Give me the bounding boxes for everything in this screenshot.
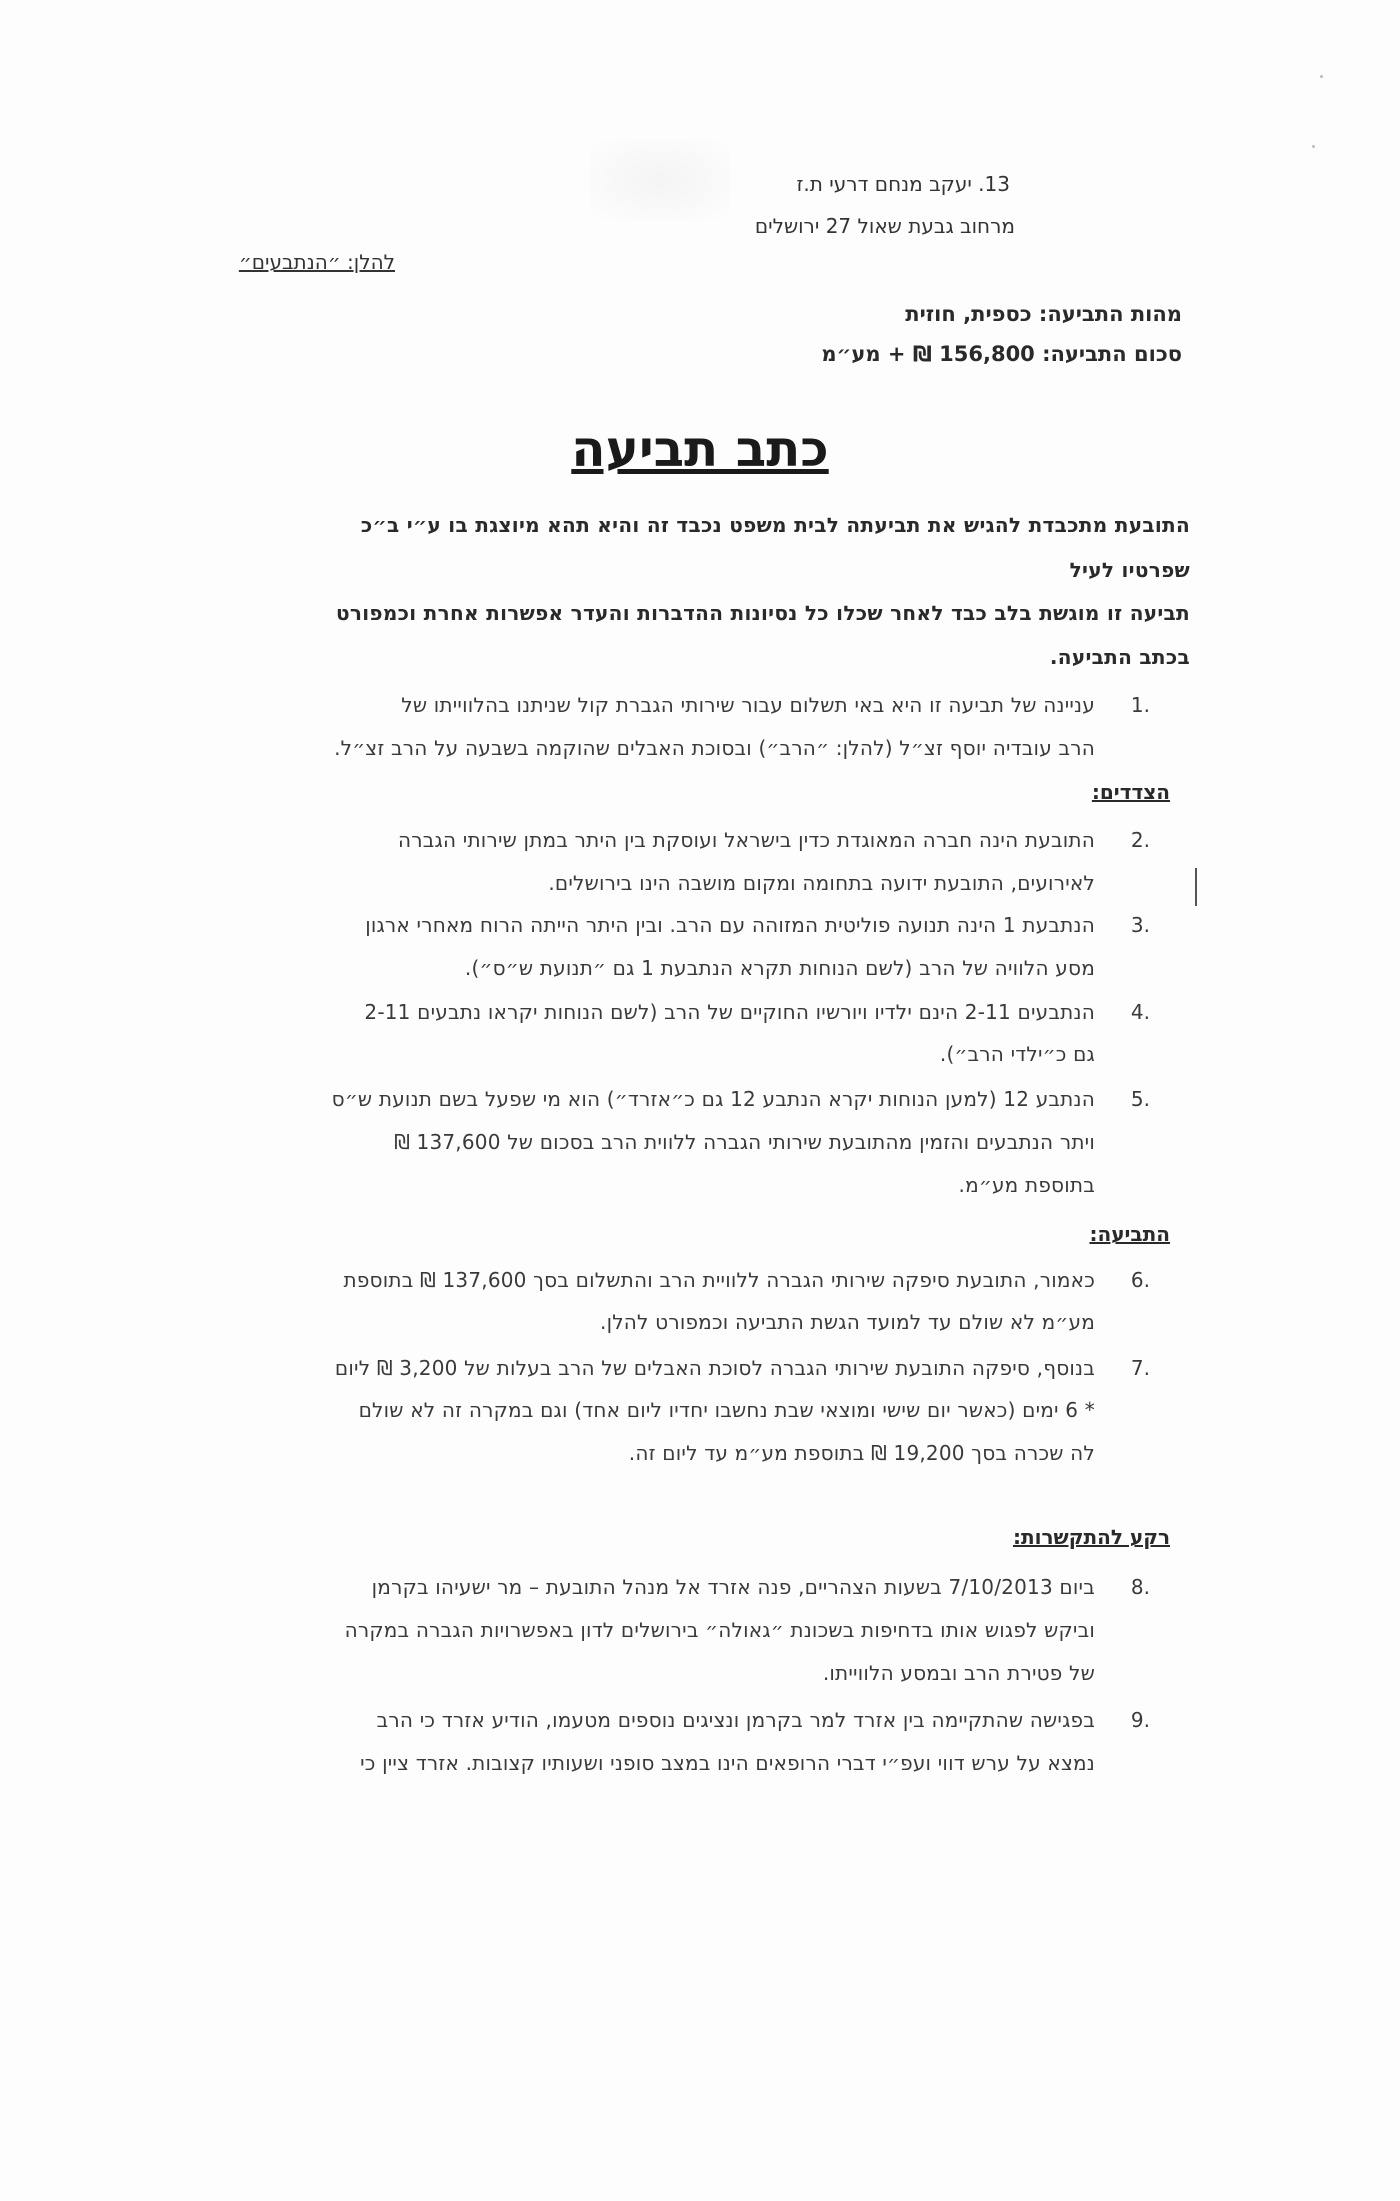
paragraph-line: וביקש לפגוש אותו בדחיפות בשכונת ״גאולה״ בירושלים לדון באפשרויות הגברה במקרה [344, 1618, 1095, 1642]
paragraph-number: 7. [1130, 1356, 1150, 1380]
intro-line: שפרטיו לעיל [1069, 558, 1190, 582]
paragraph-line: גם כ״ילדי הרב״). [939, 1042, 1095, 1066]
claim-amount: סכום התביעה: 156,800 ₪ + מע״מ [821, 342, 1182, 366]
paragraph-number: 4. [1130, 1000, 1150, 1024]
paragraph-number: 9. [1130, 1708, 1150, 1732]
paragraph-number: 8. [1130, 1575, 1150, 1599]
paragraph-line: של פטירת הרב ובמסע הלווייתו. [822, 1661, 1095, 1685]
paragraph-line: התובעת הינה חברה המאוגדת כדין בישראל ועוסקת בין היתר במתן שירותי הגברה [398, 828, 1095, 852]
paragraph-line: ויתר הנתבעים והזמין מהתובעת שירותי הגברה ללווית הרב בסכום של 137,600 ₪ [394, 1130, 1095, 1154]
paragraph-line: בנוסף, סיפקה התובעת שירותי הגברה לסוכת האבלים של הרב בעלות של 3,200 ₪ ליום [334, 1356, 1095, 1380]
paragraph-line: בתוספת מע״מ. [958, 1173, 1095, 1197]
paragraph-line: * 6 ימים (כאשר יום שישי ומוצאי שבת נחשבו יחדיו ליום אחד) וגם במקרה זה לא שולם [358, 1398, 1095, 1422]
scan-smudge [590, 140, 730, 220]
paragraph-number: 3. [1130, 913, 1150, 937]
paragraph-line: נמצא על ערש דווי ועפ״י דברי הרופאים הינו במצב סופני ושעותיו קצובות. אזרד ציין כי [360, 1751, 1095, 1775]
paragraph-line: כאמור, התובעת סיפקה שירותי הגברה ללוויית הרב והתשלום בסך 137,600 ₪ בתוספת [343, 1268, 1095, 1292]
paragraph-line: ביום 7/10/2013 בשעות הצהריים, פנה אזרד אל מנהל התובעת – מר ישעיהו בקרמן [371, 1575, 1095, 1599]
hereinafter-label: להלן: ״הנתבעים״ [238, 250, 395, 274]
intro-line: התובעת מתכבדת להגיש את תביעתה לבית משפט נכבד זה והיא תהא מיוצגת בו ע״י ב״כ [360, 513, 1190, 537]
scan-speck [1320, 75, 1323, 78]
paragraph-number: 1. [1130, 693, 1150, 717]
section-heading-claim: התביעה: [1089, 1222, 1170, 1246]
document-title: כתב תביעה [571, 420, 829, 478]
margin-mark [1195, 868, 1197, 906]
paragraph-line: הנתבעים 2-11 הינם ילדיו ויורשיו החוקיים של הרב (לשם הנוחות יקראו נתבעים 2-11 [364, 1000, 1095, 1024]
paragraph-line: לאירועים, התובעת ידועה בתחומה ומקום מושבה הינו בירושלים. [548, 871, 1095, 895]
paragraph-line: הרב עובדיה יוסף זצ״ל (להלן: ״הרב״) ובסוכת האבלים שהוקמה בשבעה על הרב זצ״ל. [334, 736, 1095, 760]
paragraph-number: 6. [1130, 1268, 1150, 1292]
section-heading-parties: הצדדים: [1091, 780, 1170, 804]
paragraph-line: הנתבע 12 (למען הנוחות יקרא הנתבע 12 גם כ״אזרד״) הוא מי שפעל בשם תנועת ש״ס [331, 1087, 1095, 1111]
intro-line: בכתב התביעה. [1049, 645, 1190, 669]
address-line: מרחוב גבעת שאול 27 ירושלים [754, 214, 1015, 238]
section-heading-background: רקע להתקשרות: [1012, 1525, 1170, 1549]
scan-speck [1312, 145, 1315, 148]
paragraph-line: הנתבעת 1 הינה תנועה פוליטית המזוהה עם הרב. ובין היתר הייתה הרוח מאחרי ארגון [365, 913, 1095, 937]
paragraph-line: מסע הלוויה של הרב (לשם הנוחות תקרא הנתבעת 1 גם ״תנועת ש״ס״). [464, 956, 1095, 980]
paragraph-line: מע״מ לא שולם עד למועד הגשת התביעה וכמפורט להלן. [600, 1310, 1095, 1334]
paragraph-line: בפגישה שהתקיימה בין אזרד למר בקרמן ונציגים נוספים מטעמו, הודיע אזרד כי הרב [376, 1708, 1095, 1732]
defendant-line: 13. יעקב מנחם דרעי ת.ז [796, 172, 1010, 196]
paragraph-line: עניינה של תביעה זו היא באי תשלום עבור שירותי הגברת קול שניתנו בהלווייתו של [401, 693, 1095, 717]
claim-nature: מהות התביעה: כספית, חוזית [905, 302, 1182, 326]
paragraph-line: לה שכרה בסך 19,200 ₪ בתוספת מע״מ עד ליום זה. [628, 1441, 1095, 1465]
paragraph-number: 5. [1130, 1087, 1150, 1111]
intro-line: תביעה זו מוגשת בלב כבד לאחר שכלו כל נסיונות ההדברות והעדר אפשרות אחרת וכמפורט [336, 601, 1190, 625]
paragraph-number: 2. [1130, 828, 1150, 852]
